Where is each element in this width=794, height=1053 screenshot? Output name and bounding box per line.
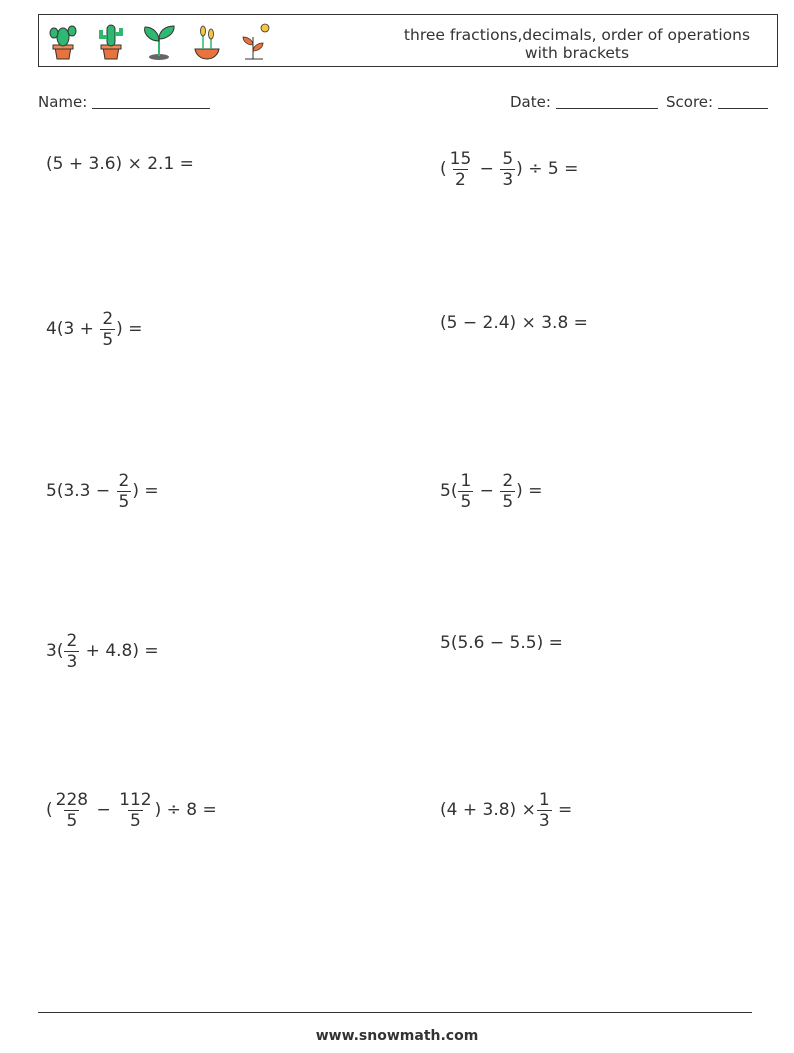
close-paren: ) xyxy=(516,159,529,179)
problem-3 xyxy=(46,308,142,350)
fraction xyxy=(537,790,552,831)
fraction xyxy=(448,149,474,190)
denominator: 5 xyxy=(66,810,78,831)
numerator: 2 xyxy=(118,470,130,491)
numerator: 228 xyxy=(55,789,89,810)
problem-6 xyxy=(440,470,542,512)
minus-sign: − xyxy=(91,800,117,820)
denominator: 5 xyxy=(129,810,141,831)
cactus-pot-icon xyxy=(45,21,81,61)
times-sign: × xyxy=(521,800,536,820)
problem-2 xyxy=(440,148,578,190)
name-label: Name: xyxy=(38,93,88,111)
numerator: 5 xyxy=(502,148,514,169)
problem-10-text: (4 + 3.8) xyxy=(440,800,522,820)
divide-sign: ÷ xyxy=(528,159,543,179)
score-blank[interactable] xyxy=(718,94,768,109)
fraction xyxy=(100,309,115,350)
close-paren: ) xyxy=(154,800,167,820)
minus-sign: − xyxy=(474,481,500,501)
worksheet-title xyxy=(387,26,767,62)
footer-divider xyxy=(38,1012,752,1013)
name-field xyxy=(38,93,210,111)
fraction xyxy=(64,631,79,672)
divide-sign: ÷ xyxy=(166,800,181,820)
times-sign: × xyxy=(521,313,536,333)
problem-9 xyxy=(46,789,217,831)
problem-7-rest: + 4.8) = xyxy=(80,641,159,661)
date-field xyxy=(510,93,658,111)
numerator: 1 xyxy=(538,789,550,810)
fraction xyxy=(458,471,473,512)
wheat-pot-icon xyxy=(189,21,225,61)
problem-3-rest: ) = xyxy=(116,319,143,339)
denominator: 2 xyxy=(455,169,466,190)
denominator: 5 xyxy=(460,491,472,512)
problem-5-rest: ) = xyxy=(132,481,159,501)
fraction xyxy=(117,471,132,512)
denominator: 3 xyxy=(66,651,78,672)
times-sign: × xyxy=(127,154,142,174)
footer-site: www.snowmath.com xyxy=(315,1028,479,1044)
numerator: 2 xyxy=(502,470,514,491)
fraction xyxy=(54,790,90,831)
title-line-1: three fractions,decimals, order of operations xyxy=(403,26,751,44)
date-label: Date: xyxy=(510,93,551,111)
problem-5-text: 5(3.3 − xyxy=(46,481,116,501)
numerator: 2 xyxy=(102,308,114,329)
fraction xyxy=(500,471,515,512)
problem-10-rest: = xyxy=(552,800,573,820)
problem-4 xyxy=(440,311,588,335)
problem-3-text: 4(3 + xyxy=(46,319,100,339)
date-blank[interactable] xyxy=(556,94,658,109)
denominator: 5 xyxy=(102,329,114,350)
fraction xyxy=(500,149,515,190)
open-paren: ( xyxy=(46,800,53,820)
title-line-2: with brackets xyxy=(524,44,630,62)
problem-8-text: 5(5.6 − 5.5) = xyxy=(440,633,563,653)
name-blank[interactable] xyxy=(92,94,210,109)
cactus-pot-icon xyxy=(93,21,129,61)
problem-9-rest: 8 = xyxy=(180,800,217,820)
problem-5 xyxy=(46,470,159,512)
fraction xyxy=(117,790,153,831)
numerator: 1 xyxy=(460,470,472,491)
problem-10 xyxy=(440,789,572,831)
sprout-icon xyxy=(141,21,177,61)
denominator: 3 xyxy=(502,169,514,190)
plant-icons xyxy=(45,21,273,61)
worksheet-header xyxy=(38,14,778,67)
problem-2-rest: 5 = xyxy=(542,159,579,179)
problem-4-rest: 3.8 = xyxy=(535,313,588,333)
minus-sign: − xyxy=(474,159,500,179)
problem-1 xyxy=(46,152,194,176)
denominator: 3 xyxy=(538,810,550,831)
score-field xyxy=(666,93,768,111)
flower-sun-icon xyxy=(237,21,273,61)
numerator: 112 xyxy=(119,789,152,810)
problem-6-rest: ) = xyxy=(516,481,543,501)
denominator: 5 xyxy=(118,491,130,512)
numerator: 2 xyxy=(66,630,78,651)
score-label: Score: xyxy=(666,93,714,111)
problem-7 xyxy=(46,630,159,672)
problem-7-text: 3( xyxy=(46,641,64,661)
denominator: 5 xyxy=(502,491,514,512)
problem-8 xyxy=(440,631,563,655)
problem-4-text: (5 − 2.4) xyxy=(440,313,522,333)
problem-1-text: (5 + 3.6) xyxy=(46,154,128,174)
problem-6-text: 5( xyxy=(440,481,458,501)
numerator: 15 xyxy=(449,148,472,169)
problem-1-rest: 2.1 = xyxy=(141,154,194,174)
open-paren: ( xyxy=(440,159,447,179)
